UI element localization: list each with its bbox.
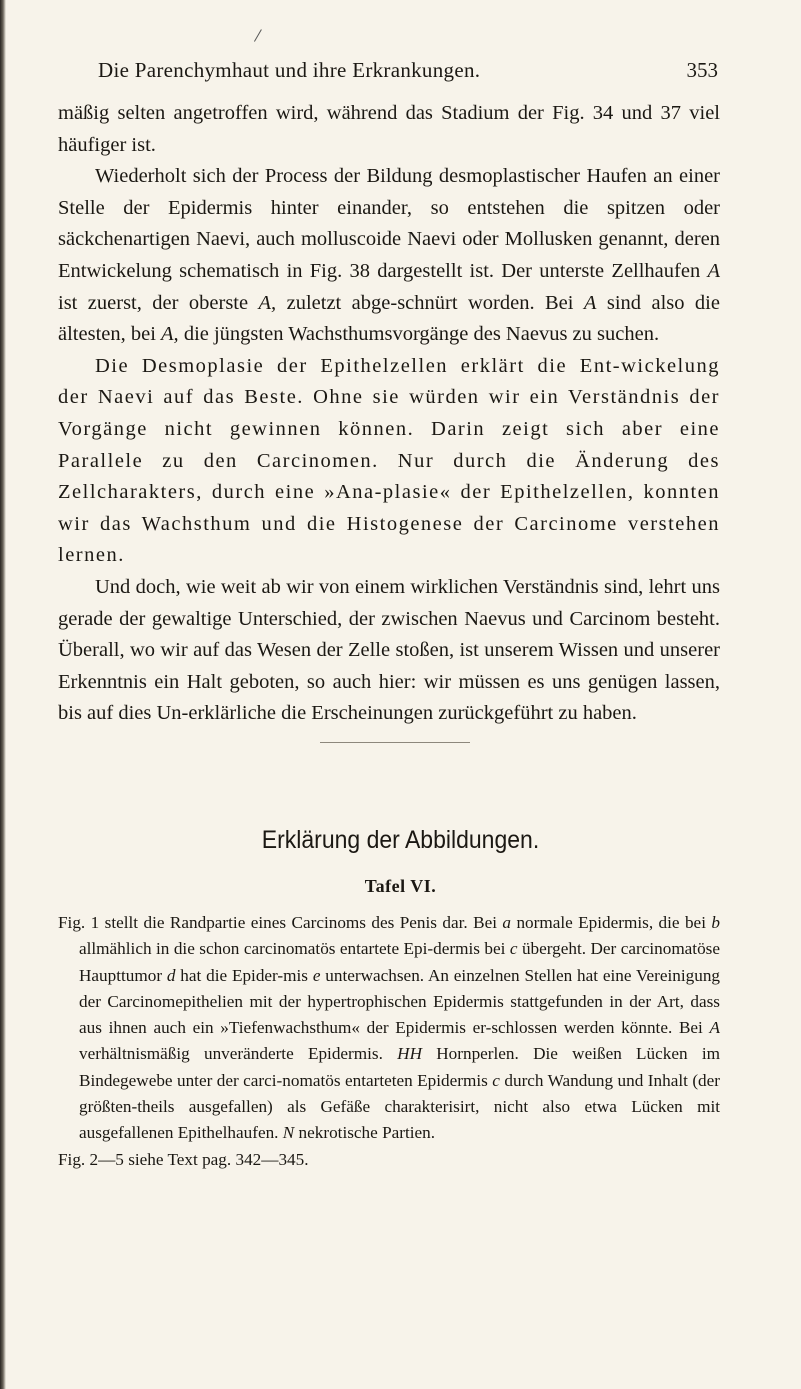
paragraph-2 xyxy=(58,161,720,351)
paragraph-2-text: die jüngsten Wachsthumsvorgänge des Naevus zu suchen. xyxy=(178,323,660,346)
paragraph-3 xyxy=(58,351,720,572)
label-b: b xyxy=(711,913,720,932)
pencil-mark-icon xyxy=(254,29,267,45)
paragraph-4 xyxy=(58,572,720,730)
paragraph-2-text: ist zuerst, der oberste xyxy=(58,291,259,314)
label-e: e xyxy=(312,965,321,985)
caption-text: hat die Epider-mis xyxy=(175,965,313,985)
label-A: A xyxy=(583,291,597,314)
caption-text: Fig. 2—5 siehe Text pag. 342—345. xyxy=(58,1149,309,1169)
scan-edge xyxy=(0,0,6,1389)
caption-text: Hornperlen. Die weißen Lücken im Bindegewebe unter der carci-nomatös entarteten Epidermis xyxy=(79,1044,720,1090)
label-c: c xyxy=(509,939,518,959)
label-A-comma: A, xyxy=(258,291,277,314)
page-header xyxy=(98,58,718,88)
paragraph-2-text: Wiederholt sich der Process der Bildung desmoplastischer Haufen an einer Stelle der Epidermis hinter einander, so entstehen die spitzen oder säckchenartigen Naevi, auch molluscoide Naevi oder Mollusken genannt, deren Entwickelung schematisch in Fig. 38 dargestellt ist. Der unterste Zellhaufen xyxy=(58,165,720,282)
paragraph-2-text: zuletzt abge-schnürt worden. Bei xyxy=(276,291,584,314)
paragraph-2-text: sind also die ältesten, bei xyxy=(58,291,720,346)
label-HH: HH xyxy=(397,1044,422,1064)
caption-text: unterwachsen. An einzelnen Stellen hat eine Vereinigung der Carcinomepithelien mit der hypertrophischen Epidermis stattgefunden in der Art, dass aus ihnen auch ein »Tiefenwachsthum« der Epidermis er-schlossen werden könnte. Bei xyxy=(79,965,721,1038)
page-number: 353 xyxy=(686,58,718,82)
body-text xyxy=(58,98,720,730)
caption-text: nekrotische Partien. xyxy=(294,1123,436,1143)
caption-text: durch Wandung und Inhalt (der größten-theils ausgefallen) als Gefäße charakterisirt, nicht also etwa Lücken mit ausgefallenen Epithelhaufen. xyxy=(79,1070,720,1143)
label-N: N xyxy=(282,1123,295,1143)
running-title: Die Parenchymhaut und ihre Erkrankungen. xyxy=(98,58,481,82)
fig-2-5-caption xyxy=(58,1147,720,1173)
fig-1-caption xyxy=(58,910,720,1147)
paragraph-1 xyxy=(58,98,720,161)
label-A: A xyxy=(709,1018,720,1038)
label-A-comma: A, xyxy=(161,323,179,346)
paragraph-4-text: Und doch, wie weit ab wir von einem wirklichen Verständnis sind, lehrt uns gerade der gewaltige Unterschied, der zwischen Naevus und Carcinom besteht. Überall, wo wir auf das Wesen der Zelle stoßen, ist unserem Wissen und unserer Erkenntnis ein Halt geboten, so auch hier: wir müssen es uns genügen lassen, bis auf dies Un-erklärliche die Erscheinungen zurückgeführt zu haben. xyxy=(58,575,720,725)
figure-explanations xyxy=(58,910,720,1173)
caption-text: verhältnismäßig unveränderte Epidermis. xyxy=(79,1044,398,1064)
section-divider xyxy=(320,742,470,743)
caption-text: übergeht. Der carcinomatöse Haupttumor xyxy=(79,939,720,985)
caption-text: normale Epidermis, die bei xyxy=(511,913,712,932)
label-d: d xyxy=(166,965,176,985)
plate-title: Tafel VI. xyxy=(364,876,437,896)
label-A: A xyxy=(707,259,720,282)
caption-text: allmählich in die schon carcinomatös entartete Epi-dermis bei xyxy=(79,939,510,959)
label-c: c xyxy=(492,1070,500,1090)
caption-text: Fig. 1 stellt die Randpartie eines Carcinoms des Penis dar. Bei xyxy=(58,913,503,932)
paragraph-1-text: mäßig selten angetroffen wird, während das Stadium der Fig. 34 und 37 viel häufiger ist. xyxy=(58,102,720,156)
label-a: a xyxy=(502,913,512,932)
section-heading: Erklärung der Abbildungen. xyxy=(261,826,540,854)
paragraph-3-text: Die Desmoplasie der Epithelzellen erklärt die Ent-wickelung der Naevi auf das Beste. Ohne sie würden wir ein Verständnis der Vorgänge nicht gewinnen können. Darin zeigt sich aber eine Parallele zu den Carcinomen. Nur durch die Änderung des Zellcharakters, durch eine »Ana-plasie« der Epithelzellen, konnten wir das Wachsthum und die Histogenese der Carcinome verstehen lernen. xyxy=(58,354,720,567)
